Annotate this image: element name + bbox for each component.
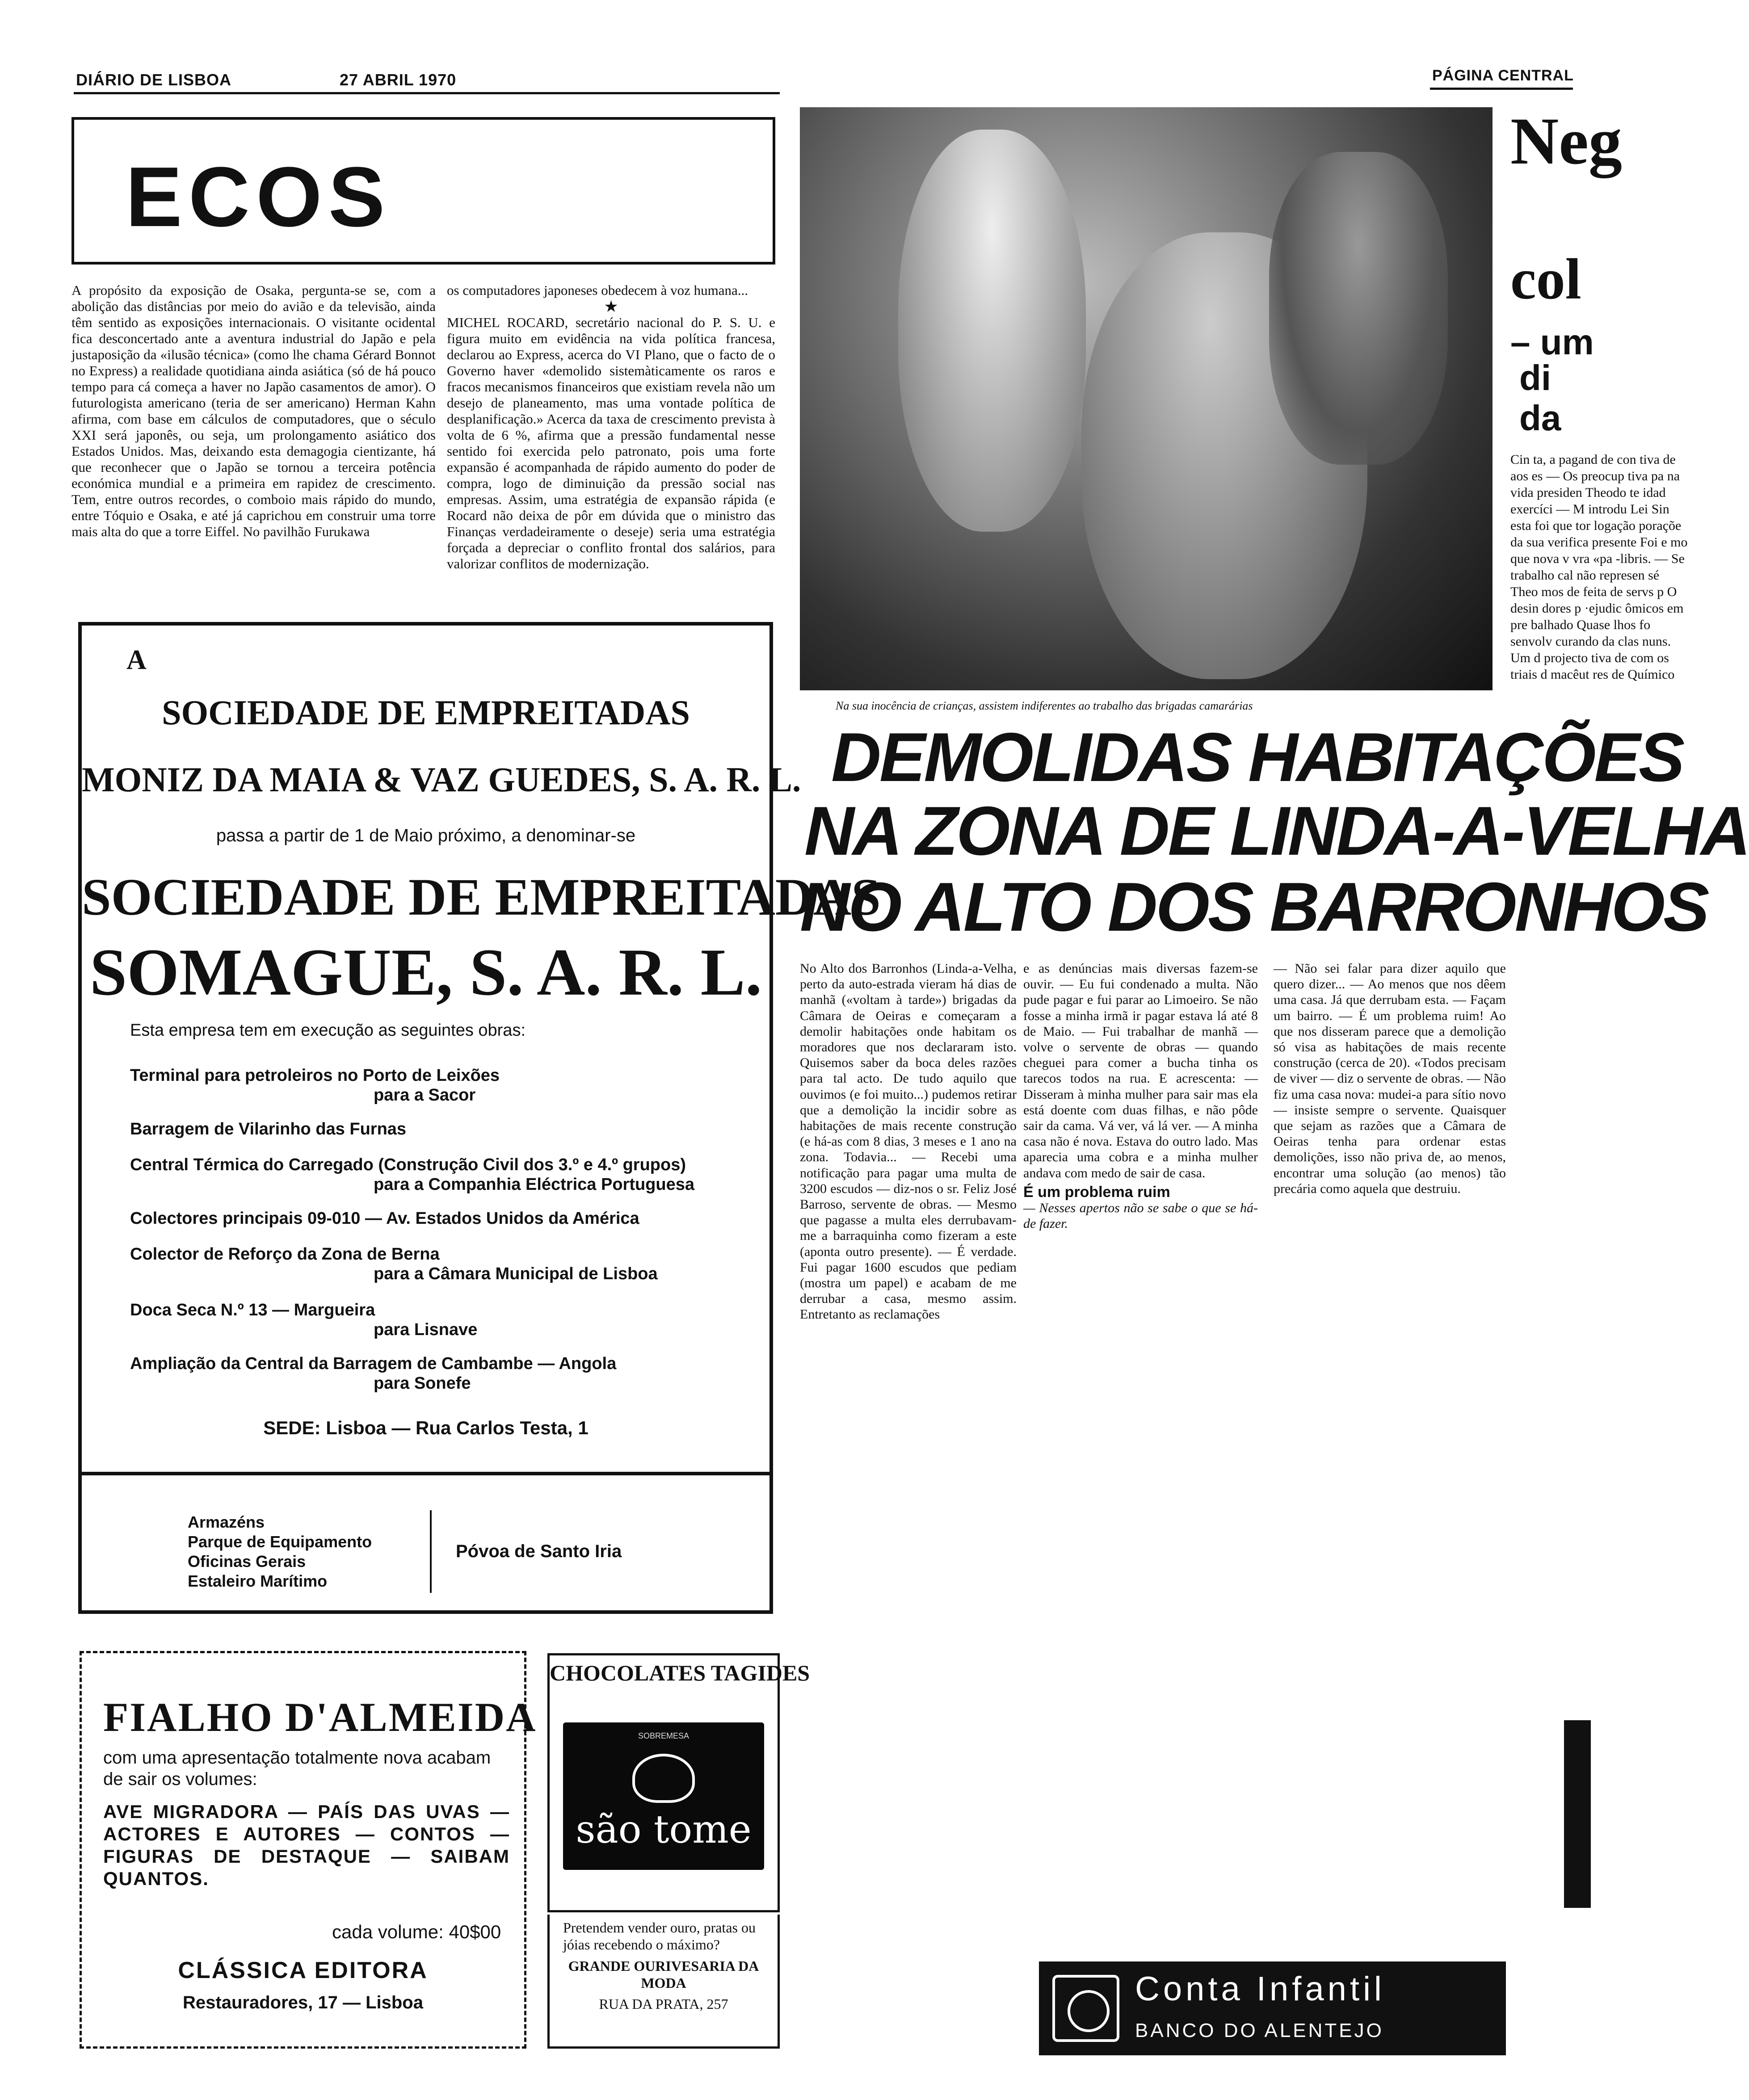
- fialho-volumes: AVE MIGRADORA — PAÍS DAS UVAS — ACTORES E AUTORES — CONTOS — FIGURAS DE DESTAQUE — SAIBAM QUANTOS.: [103, 1801, 510, 1889]
- ad-line-3: passa a partir de 1 de Maio próximo, a denominar-se: [216, 826, 636, 845]
- ouro-text: Pretendem vender ouro, pratas ou jóias recebendo o máximo?: [563, 1919, 756, 1953]
- bank-logo-icon: [1052, 1975, 1119, 2042]
- work-3: Central Térmica do Carregado (Construção Civil dos 3.º e 4.º grupos) para a Companhia Eléctrica Portuguesa: [130, 1155, 695, 1194]
- star-separator: ★: [604, 298, 618, 315]
- somague-box-left-ext: [78, 1474, 82, 1614]
- work-2: Barragem de Vilarinho das Furnas: [130, 1120, 407, 1138]
- sao-tome-logo: [563, 1722, 764, 1870]
- bull-icon: [632, 1754, 695, 1803]
- bank-ad: [1039, 1961, 1506, 2055]
- ad-line-4: SOCIEDADE DE EMPREITADAS: [82, 868, 881, 926]
- somague-ad: [78, 622, 881, 1475]
- newspaper-name: DIÁRIO DE LISBOA: [76, 71, 232, 89]
- ad-line-5: SOMAGUE, S. A. R. L.: [89, 935, 762, 1009]
- photo-child-left: [898, 130, 1086, 532]
- shop-name: GRANDE OURIVESARIA DA MODA: [568, 1958, 759, 1991]
- ad-sede: SEDE: Lisboa — Rua Carlos Testa, 1: [263, 1417, 589, 1438]
- ad-line-1: SOCIEDADE DE EMPREITADAS: [162, 693, 690, 732]
- strip-heading-2: col: [1510, 247, 1581, 311]
- choc-small: SOBREMESA: [638, 1731, 690, 1740]
- strip-heading-3c: da: [1519, 398, 1561, 438]
- bank-name: BANCO DO ALENTEJO: [1135, 2020, 1384, 2041]
- headline-line-2: NA ZONA DE LINDA-A-VELHA: [804, 792, 1749, 869]
- somague-box-bottom: [78, 1610, 773, 1614]
- article-subhead: É um problema ruim: [1023, 1183, 1170, 1201]
- chocolates-ad: [547, 1653, 810, 1912]
- work-7: Ampliação da Central da Barragem de Cambambe — Angola para Sonefe: [130, 1354, 617, 1393]
- ad-line-2: MONIZ DA MAIA & VAZ GUEDES, S. A. R. L.: [82, 760, 801, 799]
- ecos-title-box: [71, 117, 775, 265]
- headline-line-3: NO ALTO DOS BARRONHOS: [800, 868, 1708, 945]
- fialho-publisher: CLÁSSICA EDITORA: [178, 1957, 428, 1983]
- issue-date: 27 ABRIL 1970: [340, 71, 457, 89]
- ecos-text-osaka: A propósito da exposição de Osaka, pergunta-se se, com a abolição das distâncias por meio do avião e da televisão, ainda têm sentido as exposições internacionais. O visitante ocidental fica desconcertado ante a aventura industrial do Japão e pela justaposição da «ilusão técnica» (como lhe chama Gérard Bonnot no Express) a realidade quotidiana ainda asiática (só de há pouco tempo para cá começa a haver no Japão casamentos de amor). O futurologista americano (teria de ser americano) Herman Kahn afirma, com base em cálculos de computadores, que o século XXI será japonês, ou seja, um prolongamento asiático dos Estados Unidos. Mas, deixando esta demagogia cientizante, há que reconhecer que o Japão se tornou a terceira potência económica mundial e a primeira em rapidez de crescimento. Tem, entre outros recordes, o comboio mais rápido do mundo, entre Tóquio e Osaka, e até já caprichou em construir uma torre mais alta do que a torre Eiffel. No pavilhão Furukawa: [71, 282, 436, 539]
- header-rule: [74, 92, 780, 94]
- right-strip: [1506, 103, 1688, 2100]
- strip-heading-1: Neg: [1510, 104, 1622, 178]
- header-rule-right: [1430, 88, 1573, 90]
- fialho-address: Restauradores, 17 — Lisboa: [183, 1993, 423, 2012]
- ad-intro: Esta empresa tem em execução as seguintes obras:: [130, 1021, 526, 1040]
- ecos-text-computers: os computadores japoneses obedecem à voz humana...: [447, 282, 748, 298]
- article-column-3: — Não sei falar para dizer aquilo que quero dizer... — Ao menos que nos dêem uma casa. Já que derrubam esta. — Façam um bairro. — É um problema ruim! Ao que nos disseram parece que a demolição só visa as habitações de mais recente construção (cerca de 20). «Todos precisam de viver — diz o servente de obras. — Não fiz uma casa nova: mudei-a para sítio novo — insiste sempre o servente. Quaisquer que sejam as razões que a Câmara de Oeiras tenha para ordenar estas demolições, isso não priva de, ao menos, encontrar uma solução (ao menos) tão precária como aquela que destruiu.: [1274, 961, 1506, 1196]
- children-photo: [800, 107, 1493, 690]
- ecos-column-1: [71, 282, 436, 540]
- ecos-title: ECOS: [126, 150, 391, 244]
- photo-background-figure: [1269, 152, 1448, 465]
- col2-text: e as denúncias mais diversas fazem-se ouvir. — Eu fui condenado a multa. Não pude pagar e fui parar ao Limoeiro. Se não fosse a minha irmã ir pagar estava lá até 8 de Maio. — Fui trabalhar de manhã — volve o servente de obras — quando cheguei para comer a bucha tinha os tarecos todos na rua. E acrescenta: — Disseram à minha mulher para sair mas ela está doente com duas filhas, e não pôde sair da cama. Vá ver, vá lá ver. — A minha casa não é nova. Estava do outro lado. Mas aparecia uma cobra e a minha mulher andava com medo de sair de casa.: [1023, 961, 1258, 1180]
- strip-body: Cin ta, a pagand de con tiva de aos es — Os preocup tiva pa na vida presiden Theodo te idad exercíci — M introdu Lei Sin esta foi que tor logação poraçõe da sua verifica presente Foi e mo que nova v vra «pa -libris. — Se trabalho cal não represen sé Theo mos de feita de servs p O desin dores p ·ejudic ômicos em pre balhado Quase lhos fo senvolv curando da clas nuns. Um d projecto tiva de com os triais d macêut res de Químico: [1510, 452, 1688, 682]
- shop-address: RUA DA PRATA, 257: [599, 1996, 728, 2012]
- article-column-2: [1023, 961, 1258, 1231]
- ourivesaria-ad: [547, 1915, 780, 2049]
- photo-caption: Na sua inocência de crianças, assistem indiferentes ao trabalho das brigadas camarárias: [836, 699, 1253, 712]
- choc-brand: são tome: [576, 1807, 752, 1852]
- strip-heading-3b: di: [1519, 358, 1551, 398]
- strip-heading-3a: – um: [1510, 322, 1594, 362]
- work-4: Colectores principais 09-010 — Av. Estados Unidos da América: [130, 1209, 639, 1228]
- ecos-column-2: [447, 282, 775, 572]
- work-5: Colector de Reforço da Zona de Berna para a Câmara Municipal de Lisboa: [130, 1245, 658, 1283]
- ad-facilities: Armazéns Parque de Equipamento Oficinas Gerais Estaleiro Marítimo: [188, 1513, 372, 1590]
- ecos-text-rocard: MICHEL ROCARD, secretário nacional do P. S. U. e figura muito em evidência na vida política francesa, declarou ao Express, acerca do VI Plano, que o facto de o Governo haver «demolido sistemàticamente os raros e fracos mecanismos financeiros que existiam revela não um desejo de planeamento, mas uma vontade política de desplanificação.» Acerca da taxa de crescimento prevista à volta de 6 %, afirma que a pressão fundamental nesse sentido foi exercida pelo patronato, pois uma forte expansão é acompanhada de rápido aumento do poder de compra, logo de diminuição da pressão social nas empresas. Assim, uma estratégia de expansão rápida (e Rocard não deixa de pôr em dúvida que o ministro das Finanças verdadeiramente o deseje) seria uma estratégia forçada a depreciar o conflito frontal dos salários, para valorizar conflitos de modernização.: [447, 315, 775, 571]
- ad-letter-a: A: [126, 645, 147, 675]
- somague-box-right-ext: [769, 1474, 773, 1614]
- ad-location: Póvoa de Santo Iria: [456, 1541, 622, 1561]
- facilities-divider: [430, 1510, 432, 1593]
- fialho-title: FIALHO D'ALMEIDA: [103, 1694, 537, 1740]
- bank-ad-title: Conta Infantil: [1135, 1970, 1385, 2008]
- work-1: Terminal para petroleiros no Porto de Leixões para a Sacor: [130, 1066, 500, 1105]
- page-label: PÁGINA CENTRAL: [1432, 67, 1574, 84]
- fialho-ad: [80, 1651, 537, 2049]
- fialho-subtitle: com uma apresentação totalmente nova acabam de sair os volumes:: [103, 1748, 491, 1789]
- article-column-1: No Alto dos Barronhos (Linda-a-Velha, perto da auto-estrada vieram há dias de manhã («voltam à tarde») brigadas da Câmara de Oeiras e começaram a demolir habitações onde habitam os moradores que nos declararam isto. Quisemos saber da boca deles razões para tal acto. De tudo aquilo que ouvimos (e foi muito...) pudemos retirar que a demolição la incidir sobre as habitações de mais recente construção (e há-as com 8 dias, 3 meses e 1 ano na zona. Todavia... — Recebi uma notificação para pagar uma multa de 3200 escudos — diz-nos o sr. Feliz José Barroso, servente de obras. — Mesmo que pagasse a multa eles derrubavam-me a barraquinha como fizeram a este (aponta outro presente). — É verdade. Fui pagar 1600 escudos que pediam (mostra um papel) e acabam de me derrubar a casa, mesmo assim. Entretanto as reclamações: [800, 961, 1017, 1322]
- choc-title: CHOCOLATES TAGIDES: [550, 1660, 810, 1685]
- col2-end: — Nesses apertos não se sabe o que se há-de fazer.: [1023, 1201, 1258, 1231]
- work-6: Doca Seca N.º 13 — Margueira para Lisnave: [130, 1301, 478, 1339]
- headline-line-1: DEMOLIDAS HABITAÇÕES: [831, 718, 1683, 796]
- fialho-price: cada volume: 40$00: [332, 1921, 501, 1942]
- strip-black-box: [1564, 1720, 1591, 1908]
